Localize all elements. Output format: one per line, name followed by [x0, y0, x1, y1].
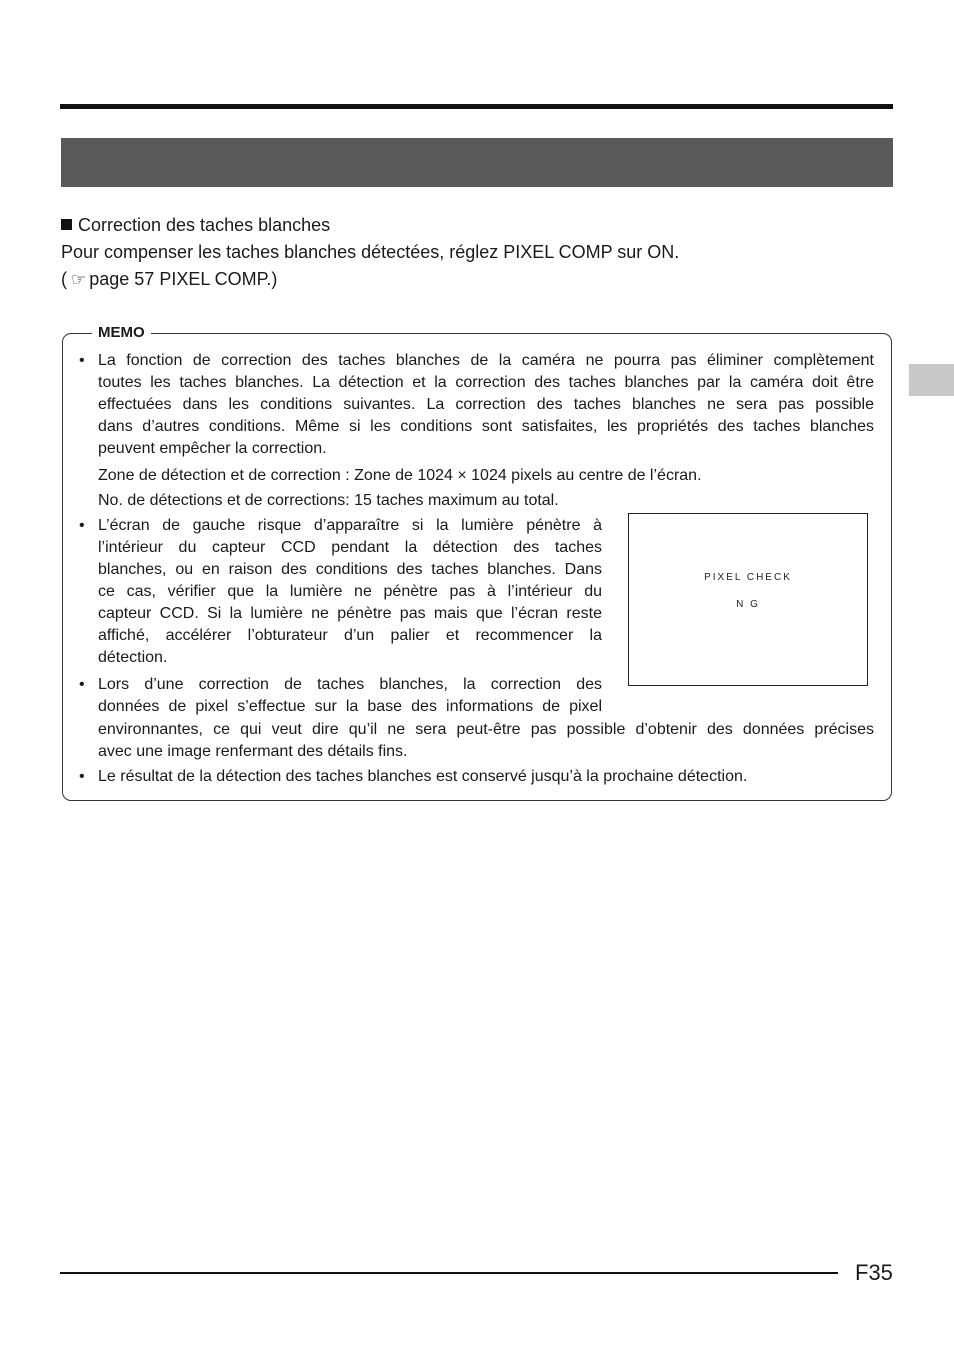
- pixel-check-screen: [628, 513, 868, 686]
- screen-status-title: PIXEL CHECK: [704, 572, 792, 583]
- memo-paragraph-3-wide: environnantes, ce qui veut dire qu’il ne sera peut-être pas possible d’obtenir des données précises avec une image renfermant des détails fins.: [98, 721, 874, 760]
- intro-line: Pour compenser les taches blanches détectées, réglez PIXEL COMP sur ON.: [61, 242, 680, 262]
- section-header-bar: [61, 138, 893, 187]
- screen-status-result: N G: [736, 599, 760, 610]
- pointing-hand-icon: ☞: [71, 270, 87, 289]
- memo-zone-text: Zone de détection et de correction : Zone de 1024 × 1024 pixels au centre de l’écran.: [98, 467, 702, 484]
- bullet-3: •: [79, 676, 85, 693]
- memo-paragraph-4: Le résultat de la détection des taches blanches est conservé jusqu’à la prochaine détection.: [98, 768, 748, 785]
- memo-count-text: No. de détections et de corrections: 15 taches maximum au total.: [98, 492, 559, 509]
- memo-label: MEMO: [92, 322, 151, 344]
- bullet-1: •: [79, 352, 85, 369]
- memo-paragraph-3-narrow: Lors d’une correction de taches blanches, la correction des données de pixel s’effectue sur la base des informations de pixel: [98, 676, 602, 715]
- square-bullet-icon: [61, 219, 72, 230]
- bottom-rule: [60, 1272, 838, 1274]
- bullet-4: •: [79, 768, 85, 785]
- intro-heading: Correction des taches blanches: [61, 212, 891, 239]
- side-tab-marker: [909, 364, 954, 396]
- bullet-2: •: [79, 517, 85, 534]
- memo-paragraph-2: L’écran de gauche risque d’apparaître si la lumière pénètre à l’intérieur du capteur CCD pendant la détection des taches blanches, ou en raison des conditions des taches blanches. Dans ce cas, vérifier que la lumière ne pénètre pas à l’intérieur du capteur CCD. Si la lumière ne pénètre pas mais que l’écran reste affiché, accélérer l’obturateur d’un palier et recommencer la détection.: [98, 517, 602, 666]
- intro-section: [61, 212, 891, 293]
- top-rule: [60, 104, 893, 109]
- memo-paragraph-1: La fonction de correction des taches blanches de la caméra ne pourra pas éliminer complètement toutes les taches blanches. La détection et la correction des taches blanches par la caméra doit être effectuées dans les conditions suivantes. La correction des taches blanches ne sera pas possible dans d’autres conditions. Même si les conditions sont satisfaites, les propriétés des taches blanches peuvent empêcher la correction.: [98, 352, 874, 457]
- page-number: F35: [855, 1260, 893, 1285]
- page-reference: ( ☞ page 57 PIXEL COMP.): [61, 269, 278, 289]
